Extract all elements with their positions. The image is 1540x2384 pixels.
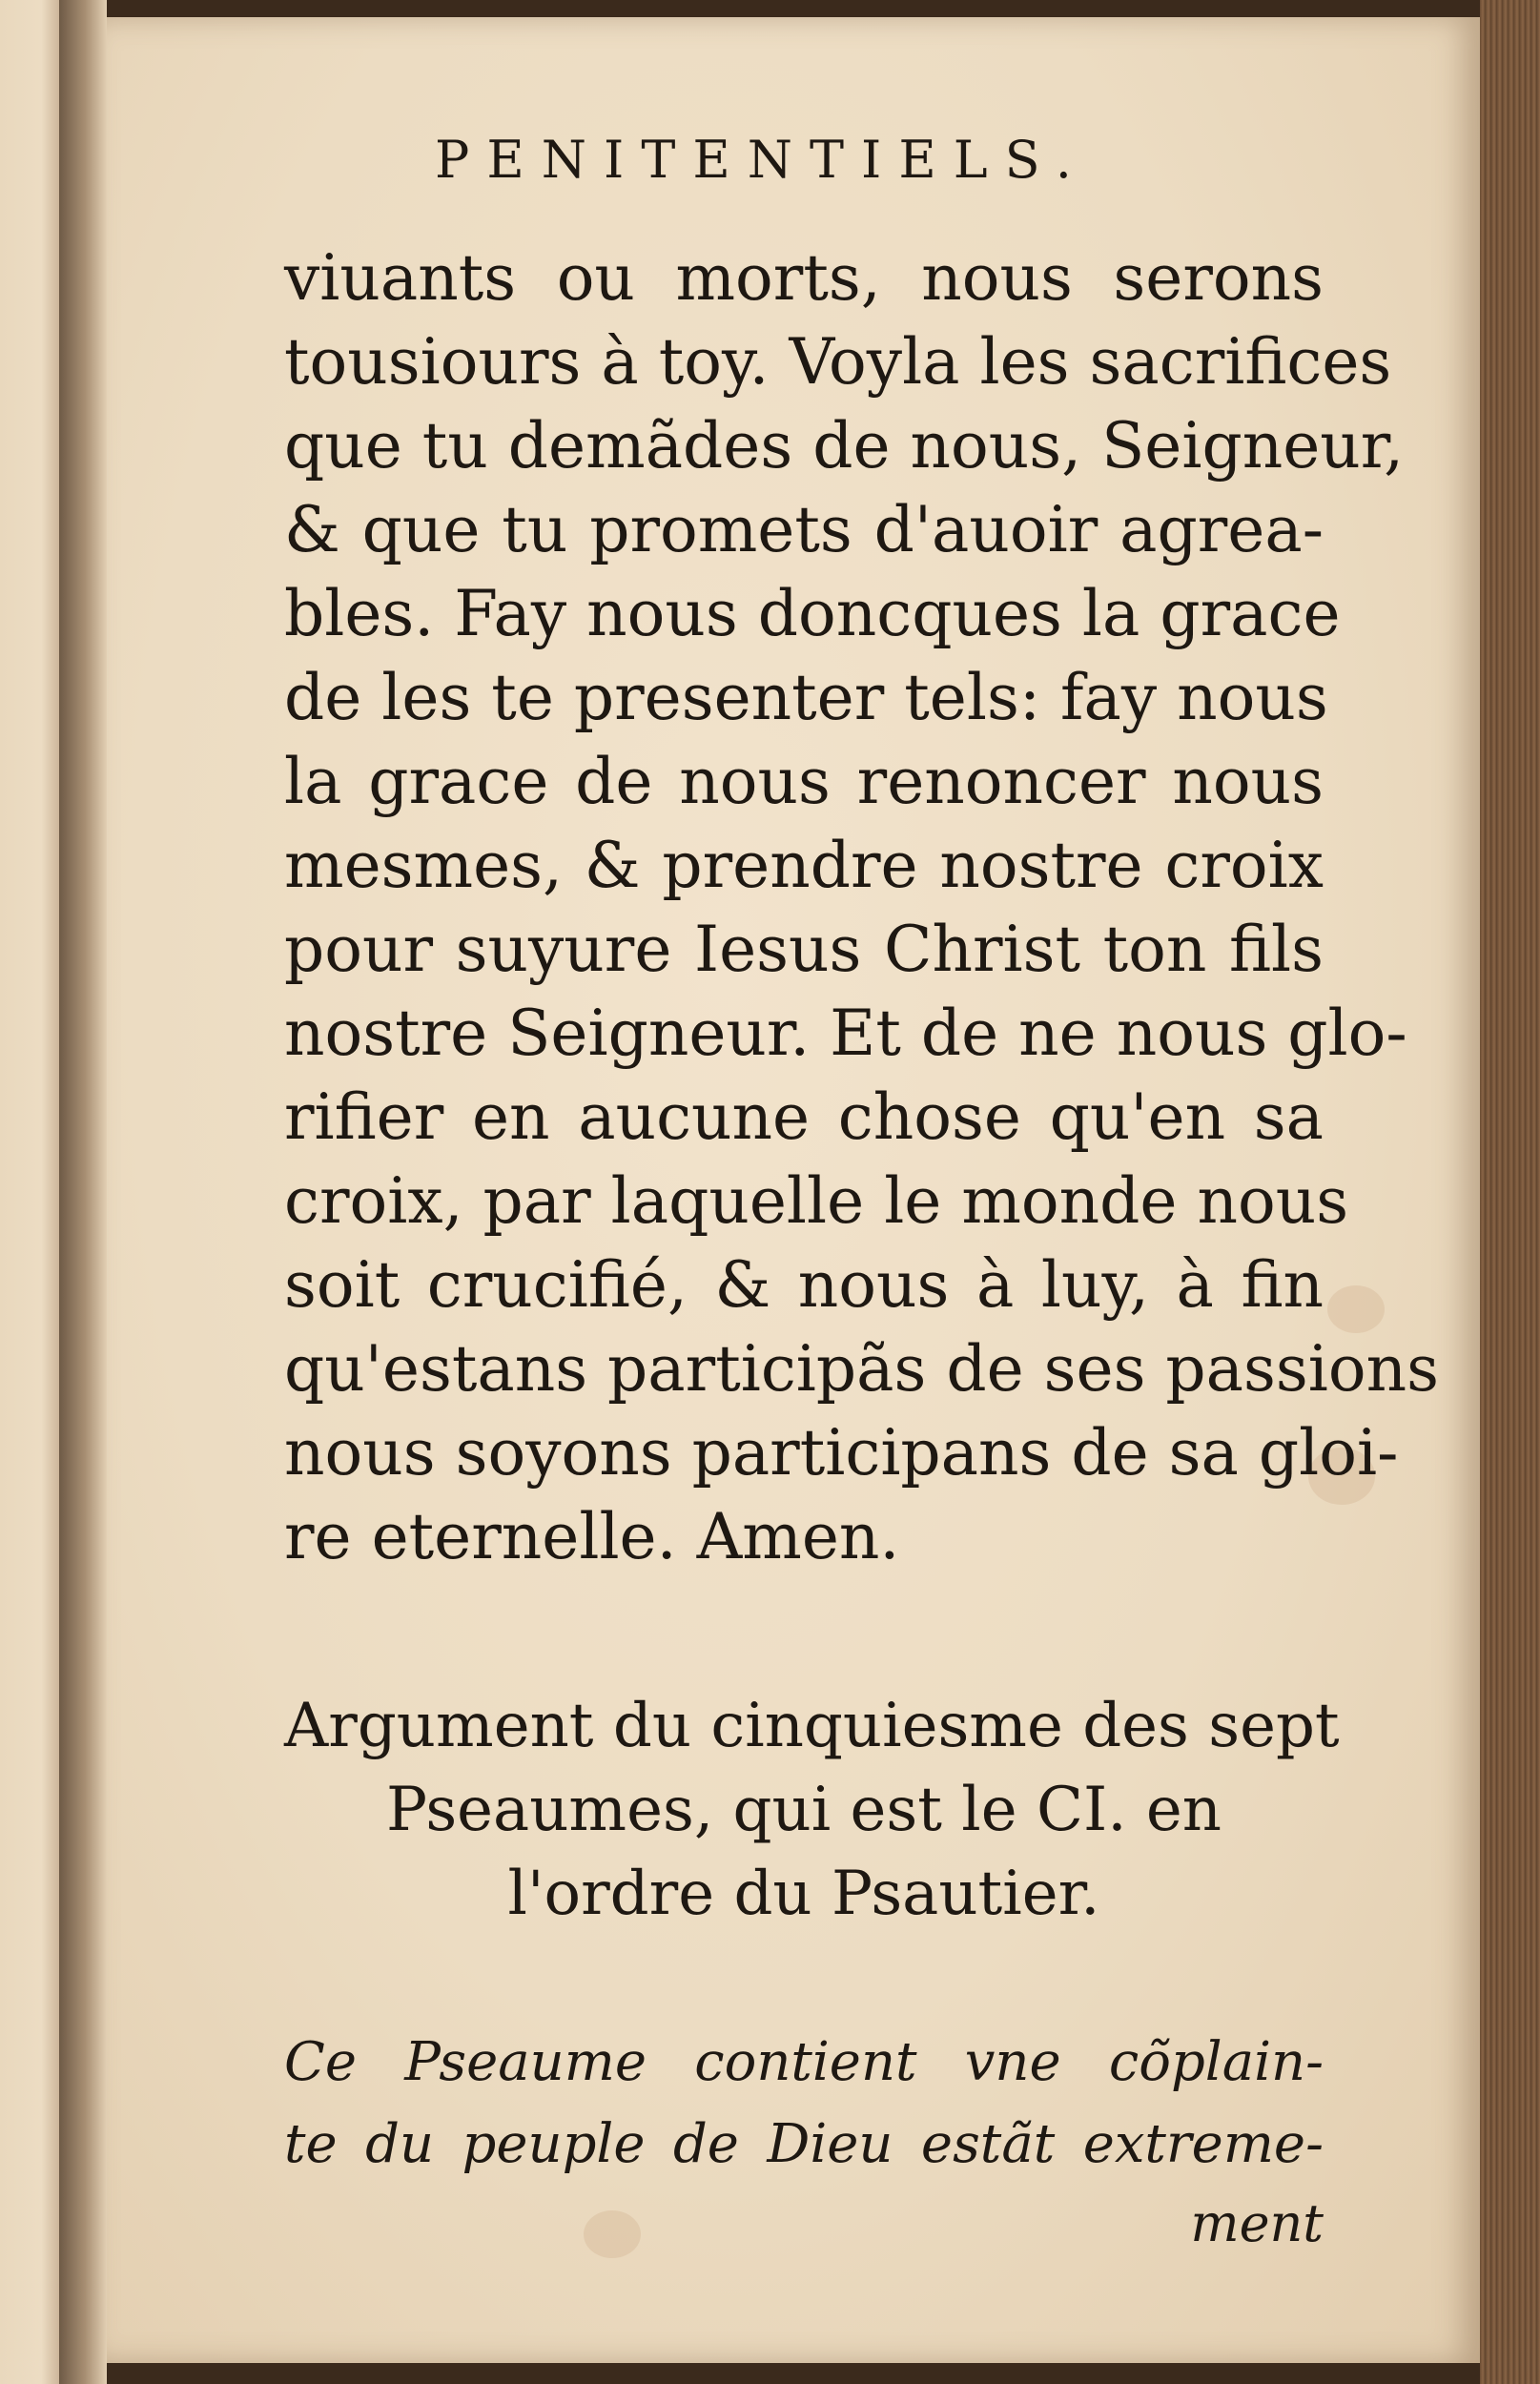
italic-summary-line: Ce Pseaume contient vne cõplain- bbox=[284, 2031, 1324, 2093]
body-line: & que tu promets d'auoir agrea- bbox=[284, 493, 1324, 566]
argument-heading-line: Pseaumes, qui est le CI. en bbox=[385, 1775, 1222, 1845]
body-line: re eternelle. Amen. bbox=[284, 1500, 900, 1573]
body-line: de les te presenter tels: fay nous bbox=[284, 661, 1328, 734]
body-line: qu'estans participãs de ses passions bbox=[284, 1332, 1439, 1406]
body-line: pour suyure Iesus Christ ton fils bbox=[284, 913, 1324, 986]
body-line: rifier en aucune chose qu'en sa bbox=[284, 1080, 1324, 1154]
body-line: nostre Seigneur. Et de ne nous glo- bbox=[284, 997, 1407, 1070]
body-line: mesmes, & prendre nostre croix bbox=[284, 829, 1324, 902]
body-line: nous soyons participans de sa gloi- bbox=[284, 1416, 1399, 1490]
book-gutter bbox=[59, 0, 107, 2384]
running-head: PENITENTIELS. bbox=[435, 130, 1089, 190]
italic-summary-line: te du peuple de Dieu estãt extreme- bbox=[284, 2113, 1324, 2175]
body-line: soit crucifié, & nous à luy, à fin bbox=[284, 1248, 1324, 1322]
paper-stain bbox=[584, 2210, 641, 2258]
argument-heading-line: Argument du cinquiesme des sept bbox=[284, 1691, 1340, 1761]
body-line: croix, par laquelle le monde nous bbox=[284, 1164, 1349, 1238]
book-fore-edge bbox=[1480, 0, 1540, 2384]
body-line: tousiours à toy. Voyla les sacrifices bbox=[284, 325, 1392, 399]
previous-page-edge bbox=[0, 0, 59, 2384]
argument-heading-line: l'ordre du Psautier. bbox=[507, 1859, 1100, 1929]
body-line: la grace de nous renoncer nous bbox=[284, 745, 1324, 818]
book-page bbox=[107, 17, 1480, 2363]
paper-stain bbox=[1327, 1285, 1385, 1333]
body-line: viuants ou morts, nous serons bbox=[284, 241, 1324, 315]
body-line: que tu demãdes de nous, Seigneur, bbox=[284, 409, 1405, 483]
catchword: ment bbox=[1190, 2193, 1324, 2253]
body-line: bles. Fay nous doncques la grace bbox=[284, 577, 1341, 650]
